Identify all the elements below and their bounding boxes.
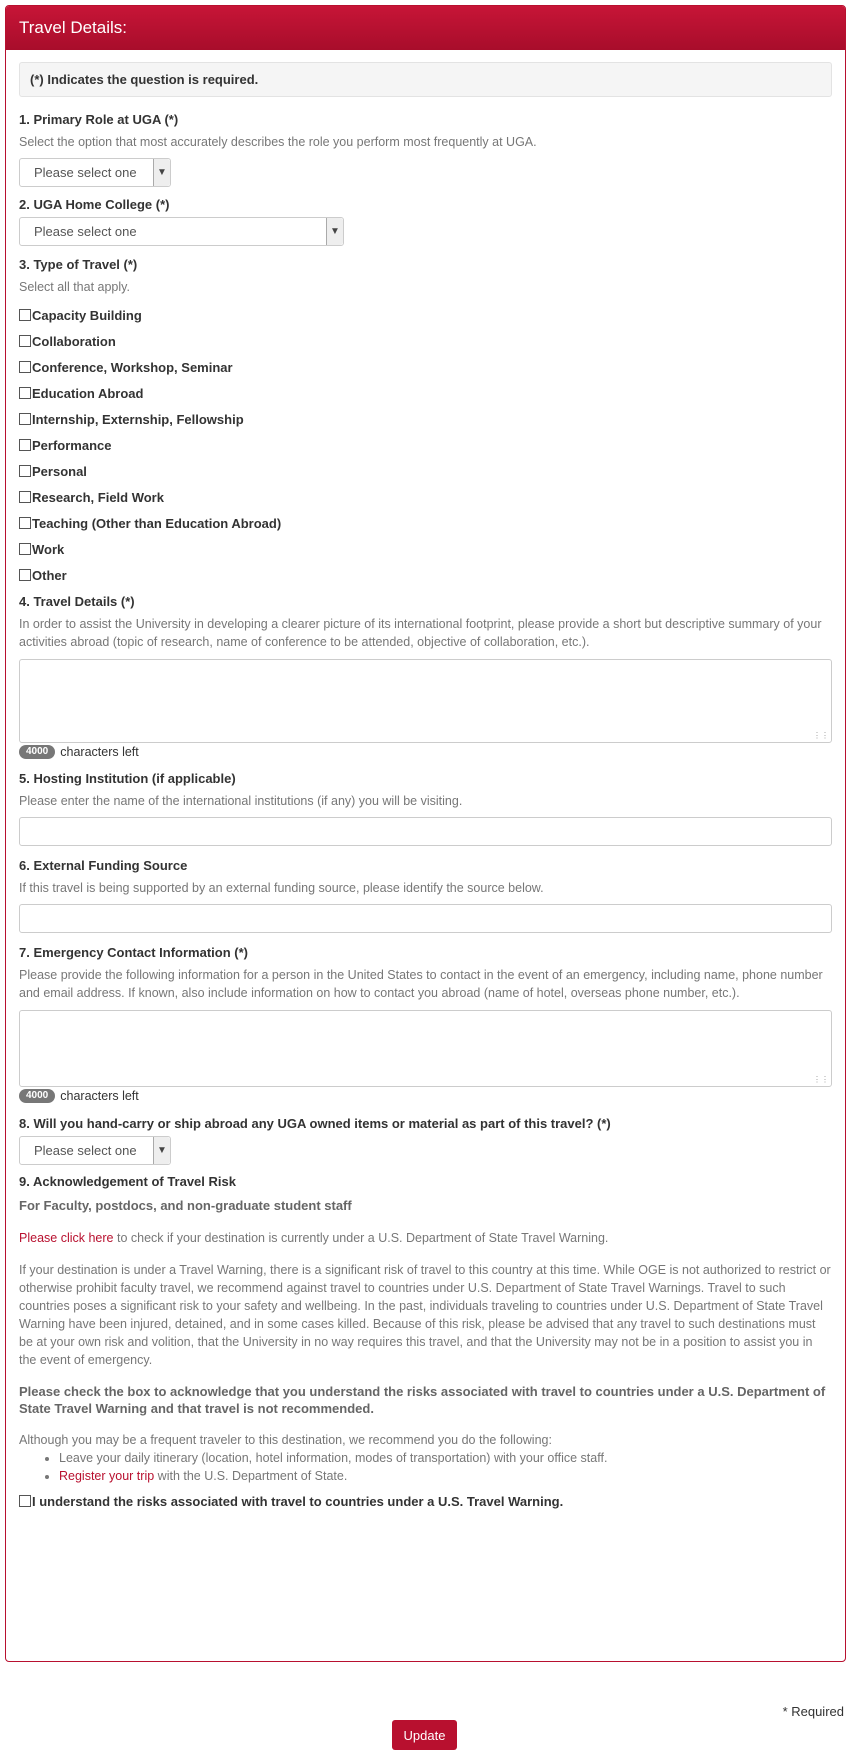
chevron-down-icon: ▼ — [153, 159, 170, 186]
panel-title: Travel Details: — [6, 6, 845, 50]
resize-grip-icon[interactable]: ⋮⋮ — [813, 731, 829, 740]
checkbox[interactable] — [19, 569, 31, 581]
home-college-select-value: Please select one — [34, 224, 137, 239]
primary-role-select[interactable] — [19, 158, 171, 187]
travel-details-textarea[interactable] — [19, 659, 832, 743]
option-label: Internship, Externship, Fellowship — [32, 411, 244, 427]
travel-type-option[interactable] — [19, 354, 832, 380]
counter-badge: 4000 — [19, 745, 55, 759]
q3-title: 3. Type of Travel (*) — [19, 257, 138, 272]
travel-details-panel — [5, 5, 846, 1662]
q4-title: 4. Travel Details (*) — [19, 594, 135, 609]
travel-warning-check-text: to check if your destination is currently under a U.S. Department of State Travel Warning. — [113, 1231, 609, 1245]
hosting-institution-input[interactable] — [19, 817, 832, 846]
option-label: Education Abroad — [32, 385, 144, 401]
tip-text: Leave your daily itinerary (location, hotel information, modes of transportation) with your office staff. — [59, 1451, 608, 1465]
recommend-intro: Although you may be a frequent traveler to this destination, we recommend you do the following: — [19, 1433, 552, 1447]
checkbox[interactable] — [19, 309, 31, 321]
checkbox[interactable] — [19, 491, 31, 503]
travel-type-option[interactable] — [19, 328, 832, 354]
q6-title: 6. External Funding Source — [19, 858, 188, 873]
option-label: Capacity Building — [32, 307, 142, 323]
recommend-list — [19, 1449, 832, 1485]
resize-grip-icon[interactable]: ⋮⋮ — [813, 1075, 829, 1084]
checkbox[interactable] — [19, 465, 31, 477]
panel-body — [6, 50, 845, 1514]
q8-title: 8. Will you hand-carry or ship abroad any UGA owned items or material as part of this travel? (*) — [19, 1116, 611, 1131]
acknowledge-checkbox[interactable] — [19, 1495, 31, 1507]
counter-label: characters left — [60, 745, 139, 759]
checkbox[interactable] — [19, 335, 31, 347]
travel-type-option[interactable] — [19, 458, 832, 484]
option-label: Work — [32, 541, 65, 557]
checkbox[interactable] — [19, 413, 31, 425]
owned-items-select[interactable] — [19, 1136, 171, 1165]
tip-text: with the U.S. Department of State. — [154, 1469, 348, 1483]
travel-type-option[interactable] — [19, 432, 832, 458]
q5-title: 5. Hosting Institution (if applicable) — [19, 771, 236, 786]
counter-label: characters left — [60, 1089, 139, 1103]
checkbox[interactable] — [19, 387, 31, 399]
option-label: Research, Field Work — [32, 489, 164, 505]
option-label: Teaching (Other than Education Abroad) — [32, 515, 282, 531]
checkbox[interactable] — [19, 543, 31, 555]
home-college-select[interactable] — [19, 217, 344, 246]
travel-warning-text: If your destination is under a Travel Warning, there is a significant risk of travel to this country at this time. While OGE is not authorized to restrict or otherwise prohibit faculty travel, we recommend against travel to countries under U.S. Department of State Travel Warnings. Travel to such countries poses a significant risk to your safety and wellbeing. In the past, individuals traveling to countries under U.S. Department of State Travel Warning have been injured, detained, and in some cases killed. Because of this risk, please be advised that any travel to such destinations must be at your own risk and volition, that the University in no way requires this travel, and that the University may not be in a position to assist you in the event of emergency. — [19, 1263, 831, 1367]
q7-title: 7. Emergency Contact Information (*) — [19, 945, 248, 960]
chevron-down-icon: ▼ — [153, 1137, 170, 1164]
q2-title: 2. UGA Home College (*) — [19, 197, 170, 212]
travel-type-option[interactable] — [19, 406, 832, 432]
chevron-down-icon: ▼ — [326, 218, 343, 245]
travel-warning-link[interactable]: Please click here — [19, 1231, 114, 1245]
owned-items-select-value: Please select one — [34, 1143, 137, 1158]
checkbox[interactable] — [19, 517, 31, 529]
acknowledge-label: I understand the risks associated with travel to countries under a U.S. Travel Warning. — [32, 1493, 564, 1509]
required-note: * Required — [782, 1704, 844, 1719]
option-label: Other — [32, 567, 67, 583]
update-button[interactable]: Update — [392, 1720, 457, 1750]
q9-title: 9. Acknowledgement of Travel Risk — [19, 1174, 236, 1189]
primary-role-select-value: Please select one — [34, 165, 137, 180]
travel-type-list — [19, 302, 832, 588]
emergency-contact-textarea[interactable] — [19, 1010, 832, 1087]
q3-help: Select all that apply. — [19, 280, 130, 294]
option-label: Performance — [32, 437, 112, 453]
travel-details-counter — [19, 745, 832, 759]
checkbox[interactable] — [19, 361, 31, 373]
q1-help: Select the option that most accurately describes the role you perform most frequently at UGA. — [19, 135, 537, 149]
travel-type-option[interactable] — [19, 380, 832, 406]
list-item — [59, 1467, 832, 1485]
q6-help: If this travel is being supported by an external funding source, please identify the source below. — [19, 881, 544, 895]
acknowledge-option[interactable] — [19, 1488, 832, 1514]
funding-source-input[interactable] — [19, 904, 832, 933]
counter-badge: 4000 — [19, 1089, 55, 1103]
q9-subtitle: For Faculty, postdocs, and non-graduate student staff — [19, 1198, 352, 1213]
q5-help: Please enter the name of the international institutions (if any) you will be visiting. — [19, 794, 463, 808]
q7-help: Please provide the following information for a person in the United States to contact in the event of an emergency, including name, phone number and email address. If known, also include information on how to contact you abroad (name of hotel, overseas phone number, etc.). — [19, 968, 823, 1000]
travel-type-option[interactable] — [19, 484, 832, 510]
option-label: Collaboration — [32, 333, 116, 349]
emergency-contact-counter — [19, 1089, 832, 1103]
acknowledge-prompt: Please check the box to acknowledge that you understand the risks associated with travel to countries under a U.S. Department of State Travel Warning and that travel is not recommended. — [19, 1384, 826, 1416]
travel-type-option[interactable] — [19, 510, 832, 536]
checkbox[interactable] — [19, 439, 31, 451]
q1-title: 1. Primary Role at UGA (*) — [19, 112, 179, 127]
register-trip-link[interactable]: Register your trip — [59, 1469, 155, 1483]
required-notice: (*) Indicates the question is required. — [19, 62, 832, 97]
travel-type-option[interactable] — [19, 536, 832, 562]
travel-type-option[interactable] — [19, 562, 832, 588]
option-label: Conference, Workshop, Seminar — [32, 359, 233, 375]
travel-type-option[interactable] — [19, 302, 832, 328]
list-item — [59, 1449, 832, 1467]
q4-help: In order to assist the University in developing a clearer picture of its international footprint, please provide a short but descriptive summary of your activities abroad (topic of research, name of conference to be attended, objective of collaboration, etc.). — [19, 617, 822, 649]
option-label: Personal — [32, 463, 87, 479]
travel-warning-check — [19, 1229, 832, 1247]
